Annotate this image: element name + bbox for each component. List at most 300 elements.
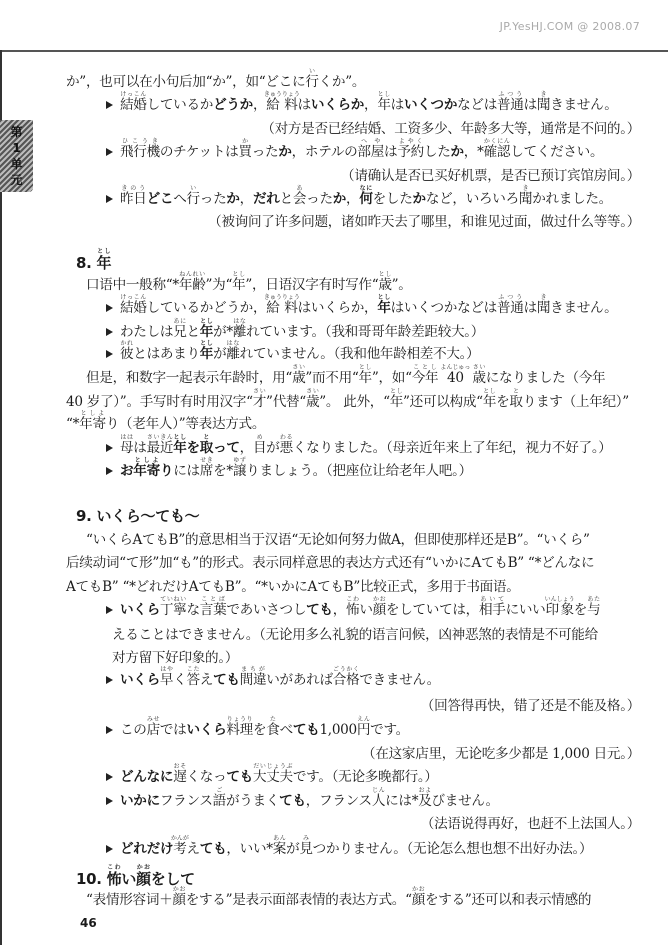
ruby-base: 年寄: [133, 463, 160, 479]
translation: [208, 208, 640, 236]
ruby-base: 結婚: [120, 300, 147, 316]
ruby-word: [232, 318, 247, 340]
ruby-word: [96, 248, 112, 272]
furigana: さい: [305, 388, 320, 395]
ruby-word: [478, 596, 506, 618]
furigana: ことば: [199, 596, 227, 603]
ruby-base: 結婚: [120, 97, 147, 113]
furigana: えん: [356, 716, 371, 723]
text-segment: をした: [372, 191, 413, 207]
bullet-triangle-icon: [106, 328, 113, 336]
text-segment: を: [496, 394, 510, 410]
ruby-word: [212, 787, 226, 809]
furigana: とし: [232, 271, 246, 278]
example-sentence: [120, 835, 592, 863]
ruby-word: [263, 91, 300, 113]
ruby-base: 彼: [120, 346, 134, 362]
furigana: とし: [378, 271, 392, 278]
ruby-base: 年: [199, 324, 214, 340]
bullet-triangle-icon: [106, 773, 113, 781]
ruby-base: 部屋: [357, 144, 385, 160]
furigana: とし: [199, 340, 214, 347]
text-segment: 但是，和数字一起表示年龄时，用“: [86, 370, 293, 386]
ruby-base: 人: [371, 793, 386, 809]
furigana: ことし: [411, 364, 439, 371]
text-segment: く: [173, 672, 187, 688]
text-segment: （在这家店里，无论吃多少都是 1,000 日元。）: [362, 746, 640, 762]
text-segment: りましょう。（把座位让给老年人吧。）: [246, 463, 472, 479]
ruby-base: 顔: [172, 892, 186, 908]
text-segment: になりました（今年: [485, 370, 606, 386]
furigana: こわ: [106, 864, 122, 871]
text-segment: くか”。: [318, 74, 366, 90]
text-segment: は: [133, 440, 147, 456]
text-segment: な: [186, 602, 200, 618]
text-segment: はいくつかなどは: [390, 300, 497, 316]
ruby-base: 年: [377, 300, 391, 316]
ruby-word: [292, 185, 307, 207]
text-segment: しているかどうか，: [146, 300, 267, 316]
text-segment: どれだけ: [120, 841, 174, 857]
ruby-base: 聞: [518, 191, 533, 207]
ruby-word: [120, 138, 160, 160]
ruby-word: [305, 68, 319, 90]
text-segment: （请确认是否已买好机票，是否已预订宾馆房间。）: [341, 168, 640, 184]
text-segment: には*: [385, 793, 419, 809]
furigana: だいじょうぶ: [252, 763, 293, 770]
ruby-word: [378, 271, 392, 293]
text-segment: いくら: [120, 672, 160, 688]
text-segment: を: [573, 602, 588, 618]
text-segment: かれました。: [532, 191, 612, 207]
ruby-base: 間違: [239, 672, 267, 688]
ruby-word: [186, 185, 200, 207]
ruby-base: 行: [305, 74, 319, 90]
ruby-word: [146, 716, 160, 738]
furigana: ひこうき: [120, 138, 160, 145]
ruby-word: [186, 666, 200, 688]
ruby-base: 離: [226, 346, 240, 362]
text-segment: どこ: [146, 191, 174, 207]
ruby-word: [79, 410, 106, 432]
text-segment: 对方留下好印象的。）: [112, 650, 239, 666]
ruby-word: [411, 886, 426, 908]
ruby-base: 年: [377, 97, 391, 113]
side-tab-char: 元: [10, 173, 23, 187]
ruby-base: 年齢: [178, 277, 206, 293]
ruby-word: [120, 185, 147, 207]
text-segment: だれ: [252, 191, 280, 207]
furigana: かお: [411, 886, 425, 893]
ruby-word: [377, 294, 391, 316]
ruby-base: 案: [272, 841, 287, 857]
ruby-base: 飛行機: [120, 144, 160, 160]
furigana: き: [518, 185, 533, 192]
ruby-word: [483, 138, 511, 160]
ruby-base: 怖: [346, 602, 360, 618]
furigana: およ: [418, 787, 432, 794]
text-segment: が: [286, 841, 300, 857]
text-segment: びません。: [431, 793, 499, 809]
furigana: かくにん: [483, 138, 511, 145]
ruby-base: 考: [170, 841, 189, 857]
ruby-word: [472, 364, 486, 386]
text-segment: い: [121, 870, 137, 888]
ruby-base: 聞: [536, 97, 551, 113]
text-segment: どんなに: [120, 769, 174, 785]
bullet-triangle-icon: [106, 148, 113, 156]
text-segment: “*: [66, 416, 80, 432]
ruby-base: 年: [358, 370, 372, 386]
ruby-base: 普通: [497, 97, 524, 113]
text-segment: （被询问了许多问题，诸如昨天去了哪里，和谁见过面，做过什么等等。）: [208, 214, 640, 230]
example-sentence: [120, 457, 472, 485]
text-segment: ，: [364, 97, 378, 113]
text-segment: か: [278, 144, 292, 160]
ruby-word: [359, 185, 373, 207]
text-segment: は: [384, 144, 398, 160]
ruby-word: [357, 138, 385, 160]
ruby-word: [252, 388, 267, 410]
ruby-base: 離: [232, 324, 247, 340]
text-segment: か: [332, 191, 347, 207]
text-segment: をしていては，: [385, 602, 479, 618]
furigana: た: [266, 716, 280, 723]
ruby-word: [173, 318, 187, 340]
furigana: とし: [389, 388, 404, 395]
text-segment: （法语说得再好，也赶不上法国人。）: [420, 816, 640, 832]
text-segment: を*: [213, 463, 233, 479]
ruby-word: [159, 596, 187, 618]
text-segment: のチケットは: [159, 144, 239, 160]
text-segment: えることはできません。（无论用多么礼貌的语言问候，凶神恶煞的表情是不可能给: [112, 627, 598, 643]
text-segment: 后续动词“て形”加“も”的形式。表示同样意思的表达方式还有“いかにAてもB” “*どんなに: [66, 555, 595, 571]
furigana: あに: [173, 318, 187, 325]
text-segment: （回答得再快，错了还是不能及格。）: [420, 698, 640, 714]
text-segment: か”，也可以在小句后加“か”，如“どこに: [66, 74, 306, 90]
text-segment: が: [266, 440, 280, 456]
ruby-base: 今年: [411, 370, 439, 386]
ruby-base: 年: [232, 277, 246, 293]
text-segment: とはあまり: [133, 346, 200, 362]
furigana: い: [305, 68, 319, 75]
ruby-base: 合格: [332, 672, 360, 688]
furigana: さいきん: [146, 434, 174, 441]
ruby-base: 年: [173, 440, 187, 456]
ruby-base: 40: [440, 370, 471, 386]
text-segment: “表情形容词＋: [86, 892, 173, 908]
text-segment: “いくらAてもB”的意思相当于汉语“无论如何努力做A，但即使那样还是B”。“いくら”: [86, 532, 590, 548]
furigana: はは: [120, 434, 134, 441]
text-segment: れていません。（我和他年龄相差不大。）: [239, 346, 480, 362]
furigana: さい: [292, 364, 306, 371]
furigana: み: [299, 835, 313, 842]
ruby-word: [418, 787, 432, 809]
bullet-triangle-icon: [106, 101, 113, 109]
furigana: なに: [359, 185, 373, 192]
ruby-word: [509, 388, 523, 410]
furigana: おそ: [173, 763, 187, 770]
ruby-base: 料理: [226, 722, 253, 738]
text-segment: は: [523, 97, 537, 113]
ruby-word: [536, 294, 551, 316]
text-segment: って: [213, 440, 240, 456]
bullet-triangle-icon: [106, 797, 113, 805]
text-segment: きません。: [550, 300, 618, 316]
ruby-word: [120, 340, 134, 362]
ruby-word: [199, 596, 227, 618]
ruby-word: [272, 835, 287, 857]
ruby-word: [199, 434, 214, 456]
furigana: けっこん: [120, 91, 147, 98]
ruby-word: [133, 457, 160, 479]
ruby-base: 買: [238, 144, 252, 160]
ruby-base: 席: [199, 463, 214, 479]
ruby-word: [173, 434, 187, 456]
text-segment: ，フランス: [305, 793, 372, 809]
ruby-word: [146, 434, 174, 456]
text-segment: ”。 此外，“: [319, 394, 390, 410]
text-segment: した: [423, 144, 451, 160]
text-segment: くなっ: [186, 769, 227, 785]
text-segment: では: [159, 722, 187, 738]
text-segment: ても: [213, 672, 240, 688]
furigana: こた: [186, 666, 200, 673]
ruby-word: [266, 716, 280, 738]
text-segment: ，: [239, 191, 253, 207]
ruby-base: 聞: [536, 300, 551, 316]
furigana: あいて: [478, 596, 506, 603]
watermark: JP.YesHJ.COM @ 2008.07: [499, 20, 640, 33]
ruby-base: 母: [120, 440, 134, 456]
ruby-word: [358, 364, 372, 386]
bullet-triangle-icon: [106, 726, 113, 734]
furigana: はな: [226, 340, 240, 347]
ruby-base: 取: [509, 394, 523, 410]
text-segment: をする”还可以和表示情感的: [425, 892, 592, 908]
furigana: あん: [272, 835, 287, 842]
furigana: とし: [199, 318, 214, 325]
text-segment: を: [186, 440, 200, 456]
text-segment: った: [251, 144, 279, 160]
text-segment: がうまく: [225, 793, 280, 809]
page-number: 46: [80, 916, 97, 930]
text-segment: をする”是表示面部表情的表达方式。“: [185, 892, 412, 908]
ruby-word: [238, 138, 252, 160]
furigana: とし: [173, 434, 187, 441]
text-segment: 8.: [76, 254, 97, 272]
ruby-base: 及: [418, 793, 432, 809]
ruby-word: [199, 340, 214, 362]
furigana: ふつう: [496, 294, 524, 301]
furigana: きのう: [120, 185, 147, 192]
furigana: かお: [372, 596, 386, 603]
text-segment: と: [186, 324, 200, 340]
ruby-word: [371, 787, 386, 809]
ruby-word: [226, 340, 240, 362]
ruby-base: 相手: [478, 602, 506, 618]
furigana: とし: [482, 388, 497, 395]
furigana: きゅうりょう: [263, 294, 300, 301]
furigana: こわ: [346, 596, 360, 603]
furigana: かお: [136, 864, 151, 871]
side-tab-char: 第: [10, 125, 23, 139]
ruby-base: 答: [186, 672, 200, 688]
furigana: みせ: [146, 716, 160, 723]
ruby-word: [397, 138, 424, 160]
text-segment: ”还可以构成“: [403, 394, 483, 410]
ruby-word: [305, 388, 320, 410]
ruby-base: 歳: [292, 370, 306, 386]
furigana: かお: [172, 886, 186, 893]
ruby-word: [178, 271, 206, 293]
text-segment: い: [359, 602, 373, 618]
text-segment: （对方是否已经结婚、工资多少、年龄多大等，通常是不问的。）: [261, 121, 640, 137]
text-segment: にいい: [505, 602, 546, 618]
ruby-base: 才: [252, 394, 267, 410]
text-segment: か: [450, 144, 464, 160]
text-segment: この: [120, 722, 147, 738]
text-segment: ，: [346, 191, 360, 207]
ruby-base: 遅: [173, 769, 187, 785]
text-segment: いかに: [120, 793, 160, 809]
text-segment: ”，如“: [371, 370, 412, 386]
ruby-base: 年寄: [79, 416, 106, 432]
furigana: あた: [587, 596, 601, 603]
text-segment: へ: [173, 191, 187, 207]
text-segment: ，*: [463, 144, 484, 160]
ruby-word: [120, 434, 134, 456]
text-segment: ，: [332, 602, 347, 618]
ruby-word: [279, 434, 293, 456]
ruby-word: [411, 364, 439, 386]
furigana: いんしょう: [544, 596, 575, 603]
header-rule: [0, 50, 668, 52]
ruby-base: 語: [212, 793, 226, 809]
ruby-word: [536, 91, 551, 113]
ruby-base: 悪: [279, 440, 293, 456]
text-segment: しているか: [146, 97, 214, 113]
ruby-base: 食: [266, 722, 280, 738]
ruby-base: 円: [356, 722, 371, 738]
bullet-triangle-icon: [106, 444, 113, 452]
ruby-base: 丁寧: [159, 602, 187, 618]
furigana: へや: [357, 138, 385, 145]
furigana: はや: [159, 666, 174, 673]
text-segment: ります（上年纪）”: [522, 394, 629, 410]
furigana: ごうかく: [332, 666, 360, 673]
ruby-base: 最近: [146, 440, 174, 456]
text-segment: は: [390, 97, 404, 113]
furigana: とし: [96, 248, 112, 255]
ruby-word: [226, 716, 253, 738]
ruby-word: [496, 294, 524, 316]
furigana: さい: [472, 364, 486, 371]
text-segment: など，いろいろ: [425, 191, 519, 207]
text-segment: AてもB” “*どれだけAてもB”。“*いかにAてもB”比较正式，多用于书面语。: [66, 579, 520, 595]
ruby-word: [440, 364, 471, 386]
ruby-base: 行: [186, 191, 200, 207]
text-segment: ，いい*: [226, 841, 273, 857]
ruby-word: [159, 666, 174, 688]
text-segment: ，: [252, 97, 267, 113]
ruby-base: 普通: [496, 300, 524, 316]
text-segment: きません。: [550, 97, 618, 113]
ruby-base: 印象: [544, 602, 575, 618]
furigana: と: [199, 434, 214, 441]
text-segment: か: [412, 191, 426, 207]
text-segment: ても: [226, 769, 253, 785]
bullet-triangle-icon: [106, 676, 113, 684]
furigana: め: [252, 434, 267, 441]
ruby-word: [587, 596, 601, 618]
ruby-base: 顔: [411, 892, 426, 908]
furigana: せき: [199, 457, 214, 464]
ruby-word: [199, 318, 214, 340]
ruby-base: 見: [299, 841, 313, 857]
ruby-word: [372, 596, 386, 618]
text-segment: をして: [150, 870, 195, 888]
ruby-word: [232, 271, 246, 293]
ruby-word: [299, 835, 313, 857]
ruby-word: [389, 388, 404, 410]
ruby-base: 予約: [397, 144, 424, 160]
text-segment: ”代替“: [266, 394, 306, 410]
text-segment: ”，日语汉字有时写作“: [245, 277, 379, 293]
text-segment: ”为“: [205, 277, 233, 293]
ruby-base: 与: [587, 602, 601, 618]
text-segment: か: [226, 191, 240, 207]
bullet-triangle-icon: [106, 195, 113, 203]
furigana: ゆず: [232, 457, 247, 464]
translation: [421, 692, 640, 720]
text-segment: は: [523, 300, 537, 316]
ruby-base: 取: [199, 440, 214, 456]
furigana: はな: [232, 318, 247, 325]
ruby-word: [263, 294, 300, 316]
ruby-base: 給料: [263, 300, 300, 316]
ruby-base: 大丈夫: [252, 769, 293, 785]
ruby-base: 兄: [173, 324, 187, 340]
furigana: き: [536, 91, 551, 98]
text-segment: は: [297, 97, 311, 113]
furigana: わる: [279, 434, 293, 441]
text-segment: 10.: [76, 870, 107, 888]
furigana: ご: [212, 787, 226, 794]
text-segment: どうか: [213, 97, 253, 113]
side-tab-char: 1: [12, 141, 21, 155]
furigana: よんじゅっ: [440, 364, 471, 371]
furigana: とし: [377, 91, 391, 98]
ruby-base: 言葉: [199, 602, 227, 618]
text-segment: 口语中一般称“*: [86, 277, 179, 293]
furigana: さい: [252, 388, 267, 395]
ruby-word: [170, 835, 189, 857]
text-segment: はいくらか，: [297, 300, 378, 316]
ruby-base: 歳: [305, 394, 320, 410]
text-segment: です。: [370, 722, 409, 738]
ruby-word: [377, 91, 391, 113]
ruby-base: 目: [252, 440, 267, 456]
furigana: きゅうりょう: [263, 91, 300, 98]
text-segment: 1,000: [319, 722, 357, 738]
ruby-base: 店: [146, 722, 160, 738]
furigana: ねんれい: [178, 271, 206, 278]
side-tab-char: 单: [10, 157, 23, 171]
furigana: としよ: [133, 457, 160, 464]
text-segment: れています。（我和哥哥年龄差距较大。）: [246, 324, 485, 340]
ruby-word: [518, 185, 533, 207]
